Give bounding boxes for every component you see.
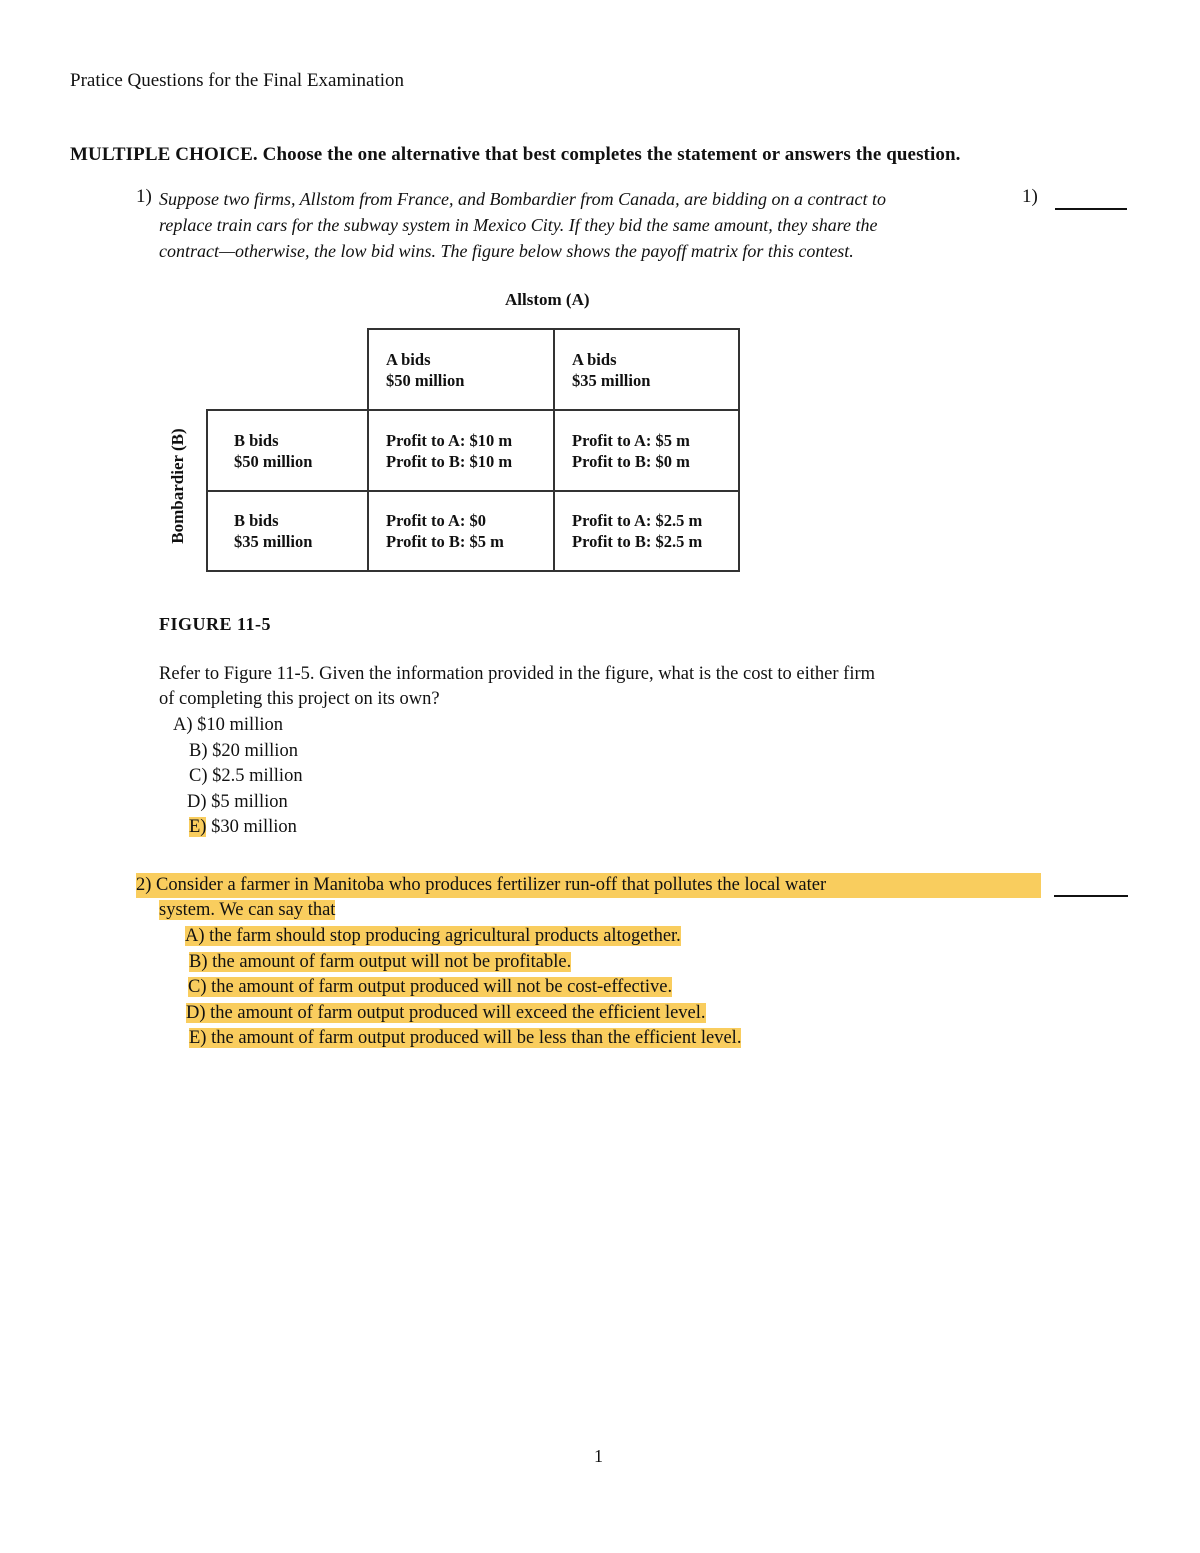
q1-stem-line: Refer to Figure 11-5. Given the information provided in the figure, what is the cost to either firm (159, 664, 876, 684)
payoff-b: Profit to B: $0 m (572, 451, 690, 471)
q1-setup-line: replace train cars for the subway system in Mexico City. If they bid the same amount, they share the (159, 215, 878, 235)
matrix-row-header (206, 490, 369, 572)
q2-answer-blank[interactable] (1054, 895, 1128, 897)
choice-text: the farm should stop producing agricultural products altogether. (209, 926, 681, 946)
matrix-col-header (553, 328, 740, 411)
payoff-b: Profit to B: $10 m (386, 451, 513, 471)
col-header-line2: $50 million (386, 370, 465, 390)
row-header-line2: $50 million (234, 451, 313, 471)
matrix-column-player: Allstom (A) (505, 290, 590, 309)
q2-choice-c[interactable] (185, 975, 741, 1001)
col-header-line1: A bids (386, 349, 431, 369)
q2-number: 2) (136, 875, 152, 895)
payoff-a: Profit to A: $0 (386, 511, 487, 530)
page-number: 1 (594, 1446, 603, 1466)
row-header-line1: B bids (234, 430, 279, 450)
choice-letter: B) (189, 740, 208, 761)
q1-choices (173, 713, 303, 841)
choice-letter-highlighted: E) (189, 817, 207, 837)
choice-letter: D) (186, 1002, 206, 1023)
section-instructions: MULTIPLE CHOICE. Choose the one alternative that best completes the statement or answers the question. (70, 144, 961, 165)
choice-letter: C) (189, 766, 208, 786)
row-header-line2: $35 million (234, 532, 313, 551)
q1-stem-line: of completing this project on its own? (159, 689, 440, 709)
q1-answer-blank[interactable] (1055, 208, 1127, 210)
q2-choice-b[interactable] (185, 950, 741, 976)
choice-letter: C) (188, 977, 207, 997)
choice-letter: D) (187, 791, 207, 812)
q1-setup-text (159, 186, 999, 264)
choice-text: the amount of farm output produced will not be cost-effective. (211, 977, 673, 997)
matrix-row-header (206, 409, 369, 492)
payoff-a: Profit to A: $2.5 m (572, 511, 703, 530)
q2-choice-d[interactable] (185, 1001, 741, 1027)
matrix-payoff-cell (367, 490, 555, 572)
q1-setup-line: contract—otherwise, the low bid wins. The figure below shows the payoff matrix for this contest. (159, 241, 854, 261)
choice-letter: E) (189, 1028, 207, 1048)
col-header-line1: A bids (572, 349, 617, 369)
page-header-title: Pratice Questions for the Final Examination (70, 70, 405, 91)
choice-text: $2.5 million (212, 766, 303, 786)
payoff-matrix (206, 328, 740, 572)
matrix-payoff-cell (553, 409, 740, 492)
q1-choice-c[interactable] (173, 764, 303, 790)
choice-text: $10 million (197, 715, 283, 735)
q2-stem (136, 873, 1041, 923)
payoff-b: Profit to B: $5 m (386, 532, 504, 551)
q2-choice-a[interactable] (185, 924, 741, 950)
q1-setup-line: Suppose two firms, Allstom from France, and Bombardier from Canada, are bidding on a contract to (159, 189, 886, 209)
q1-choice-e[interactable] (173, 815, 303, 841)
q1-number: 1) (136, 186, 152, 207)
payoff-a: Profit to A: $5 m (572, 430, 690, 450)
q1-answer-label: 1) (1022, 186, 1038, 207)
figure-label: FIGURE 11-5 (159, 614, 272, 634)
q2-stem-line-highlighted (136, 873, 1041, 898)
row-header-line1: B bids (234, 511, 279, 530)
q2-stem-text: Consider a farmer in Manitoba who produces fertilizer run-off that pollutes the local water (156, 875, 827, 895)
col-header-line2: $35 million (572, 370, 651, 390)
q1-choice-b[interactable] (173, 739, 303, 765)
q1-choice-d[interactable] (173, 790, 303, 816)
choice-text: $5 million (211, 791, 288, 812)
matrix-row-player: Bombardier (B) (168, 428, 187, 544)
q1-stem (159, 662, 875, 712)
matrix-payoff-cell (367, 409, 555, 492)
q2-choice-e[interactable] (185, 1026, 741, 1052)
choice-text: the amount of farm output produced will exceed the efficient level. (210, 1002, 706, 1023)
choice-text: the amount of farm output will not be profitable. (212, 951, 572, 972)
choice-letter: A) (173, 715, 193, 735)
choice-text: $30 million (211, 817, 297, 837)
q2-stem-line: system. We can say that (159, 900, 336, 920)
payoff-a: Profit to A: $10 m (386, 430, 513, 450)
choice-letter: B) (189, 951, 208, 972)
matrix-col-header (367, 328, 555, 411)
q1-choice-a[interactable] (173, 713, 303, 739)
choice-text: the amount of farm output produced will be less than the efficient level. (211, 1028, 742, 1048)
payoff-b: Profit to B: $2.5 m (572, 532, 703, 551)
choice-text: $20 million (212, 740, 298, 761)
choice-letter: A) (185, 926, 205, 946)
matrix-payoff-cell (553, 490, 740, 572)
q2-choices (185, 924, 741, 1052)
